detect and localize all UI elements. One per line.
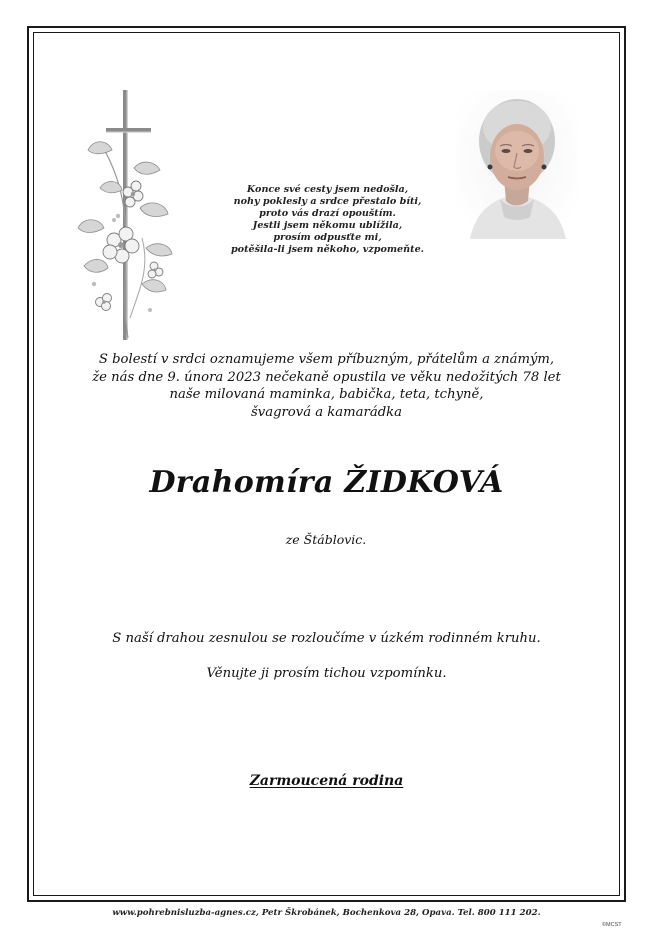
poem-line: Jestli jsem někomu ublížila,	[252, 219, 403, 231]
poem-line: potěšila-li jsem někoho, vzpomeňte.	[230, 243, 425, 255]
portrait-photo-icon	[456, 91, 578, 239]
cross-with-flowers-icon	[70, 88, 180, 346]
announcement-text	[60, 351, 593, 421]
announcement-line: švagrová a kamarádka	[250, 404, 402, 420]
deceased-name: Drahomíra ŽIDKOVÁ	[149, 465, 504, 500]
poem-line: prosím odpusťte mi,	[273, 231, 382, 243]
farewell-text: S naší drahou zesnulou se rozloučíme v úzkém rodinném kruhu.	[112, 631, 541, 646]
remembrance-text: Věnujte ji prosím tichou vzpomínku.	[206, 666, 447, 681]
poem-line: proto vás drazí opouštím.	[259, 207, 396, 219]
portrait-photo	[456, 91, 578, 239]
copyright-mark: ©MCST	[602, 922, 622, 928]
announcement-line: že nás dne 9. února 2023 nečekaně opustila ve věku nedožitých 78 let	[92, 369, 561, 385]
deceased-origin: ze Štáblovic.	[285, 532, 367, 547]
poem-line: Konce své cesty jsem nedošla,	[246, 184, 409, 195]
poem-line: nohy poklesly a srdce přestalo bíti,	[233, 195, 422, 207]
announcement-line: S bolestí v srdci oznamujeme všem příbuzným, přátelům a známým,	[98, 352, 555, 367]
announcement-line: naše milovaná maminka, babička, teta, tchyně,	[169, 387, 484, 403]
memorial-poem	[210, 184, 445, 255]
family-signature	[60, 773, 593, 789]
family-signature-text: Zarmoucená rodina	[249, 773, 404, 789]
funeral-service-contact: www.pohrebnisluzba-agnes.cz, Petr Škrobánek, Bochenkova 28, Opava. Tel. 800 111 202.	[112, 908, 541, 918]
